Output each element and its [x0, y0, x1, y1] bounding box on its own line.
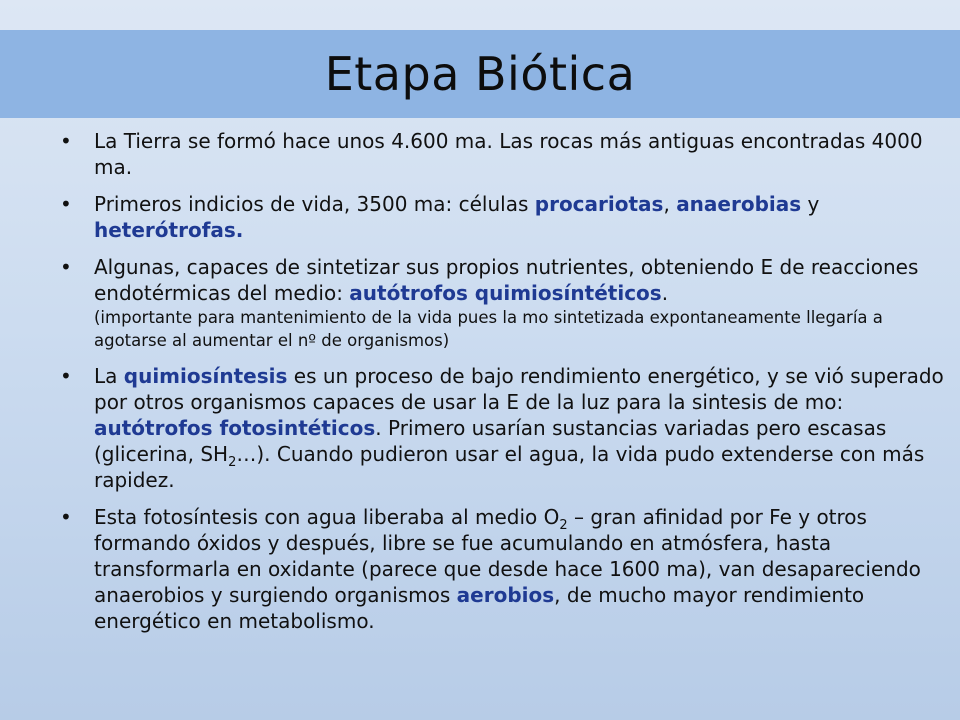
highlight-term: heterótrofas.	[94, 218, 244, 242]
bullet-item	[60, 504, 944, 634]
highlight-term: quimiosíntesis	[123, 364, 288, 388]
bullet-text: La Tierra se formó hace unos 4.600 ma. Las rocas más antiguas encontradas 4000 ma.	[94, 129, 923, 179]
bullet-text: y	[801, 192, 820, 216]
highlight-term: autótrofos quimiosíntéticos	[349, 281, 662, 305]
bullet-text: , de mucho mayor rendimiento energético en metabolismo.	[94, 583, 865, 633]
bullet-dot: •	[60, 505, 72, 529]
bullet-text: La	[94, 364, 124, 388]
bullet-text: Primeros indicios de vida, 3500 ma: células	[94, 192, 535, 216]
bullet-text: ,	[663, 192, 677, 216]
bullet-text: Esta fotosíntesis con agua liberaba al medio O	[94, 505, 560, 529]
bullet-note: (importante para mantenimiento de la vida pues la mo sintetizada expontaneamente llegaría a agotarse al aumentar el nº de organismos)	[94, 308, 883, 350]
bullet-dot: •	[60, 255, 72, 279]
bullet-dot: •	[60, 192, 72, 216]
bullet-dot: •	[60, 364, 72, 388]
highlight-term: anaerobias	[676, 192, 802, 216]
bullet-text: Algunas, capaces de sintetizar sus propios nutrientes, obteniendo E de reacciones endotérmicas del medio:	[94, 255, 919, 305]
bullet-item	[60, 363, 944, 493]
title-band	[0, 30, 960, 118]
highlight-term: aerobios	[456, 583, 555, 607]
bullet-text: . Primero usarían sustancias variadas pero escasas (glicerina, SH	[94, 416, 887, 466]
highlight-term: autótrofos fotosintéticos	[94, 416, 376, 440]
slide-title: Etapa Biótica	[324, 47, 636, 101]
highlight-term: procariotas	[534, 192, 664, 216]
subscript: 2	[559, 518, 568, 533]
bullet-dot: •	[60, 129, 72, 153]
bullet-list	[60, 128, 944, 645]
bullet-item	[60, 191, 944, 243]
bullet-text: es un proceso de bajo rendimiento energético, y se vió superado por otros organismos capaces de usar la E de la luz para la sintesis de mo:	[94, 364, 944, 414]
bullet-text: .	[661, 281, 669, 305]
subscript: 2	[228, 455, 237, 470]
bullet-item	[60, 128, 944, 180]
bullet-text: – gran afinidad por Fe y otros formando óxidos y después, libre se fue acumulando en atmósfera, hasta transformarla en oxidante (parece que desde hace 1600 ma), van desapareciendo anaerobios y surgiendo organismos	[94, 505, 921, 607]
bullet-text: …). Cuando pudieron usar el agua, la vida pudo extenderse con más rapidez.	[94, 442, 925, 492]
bullet-item	[60, 254, 944, 352]
